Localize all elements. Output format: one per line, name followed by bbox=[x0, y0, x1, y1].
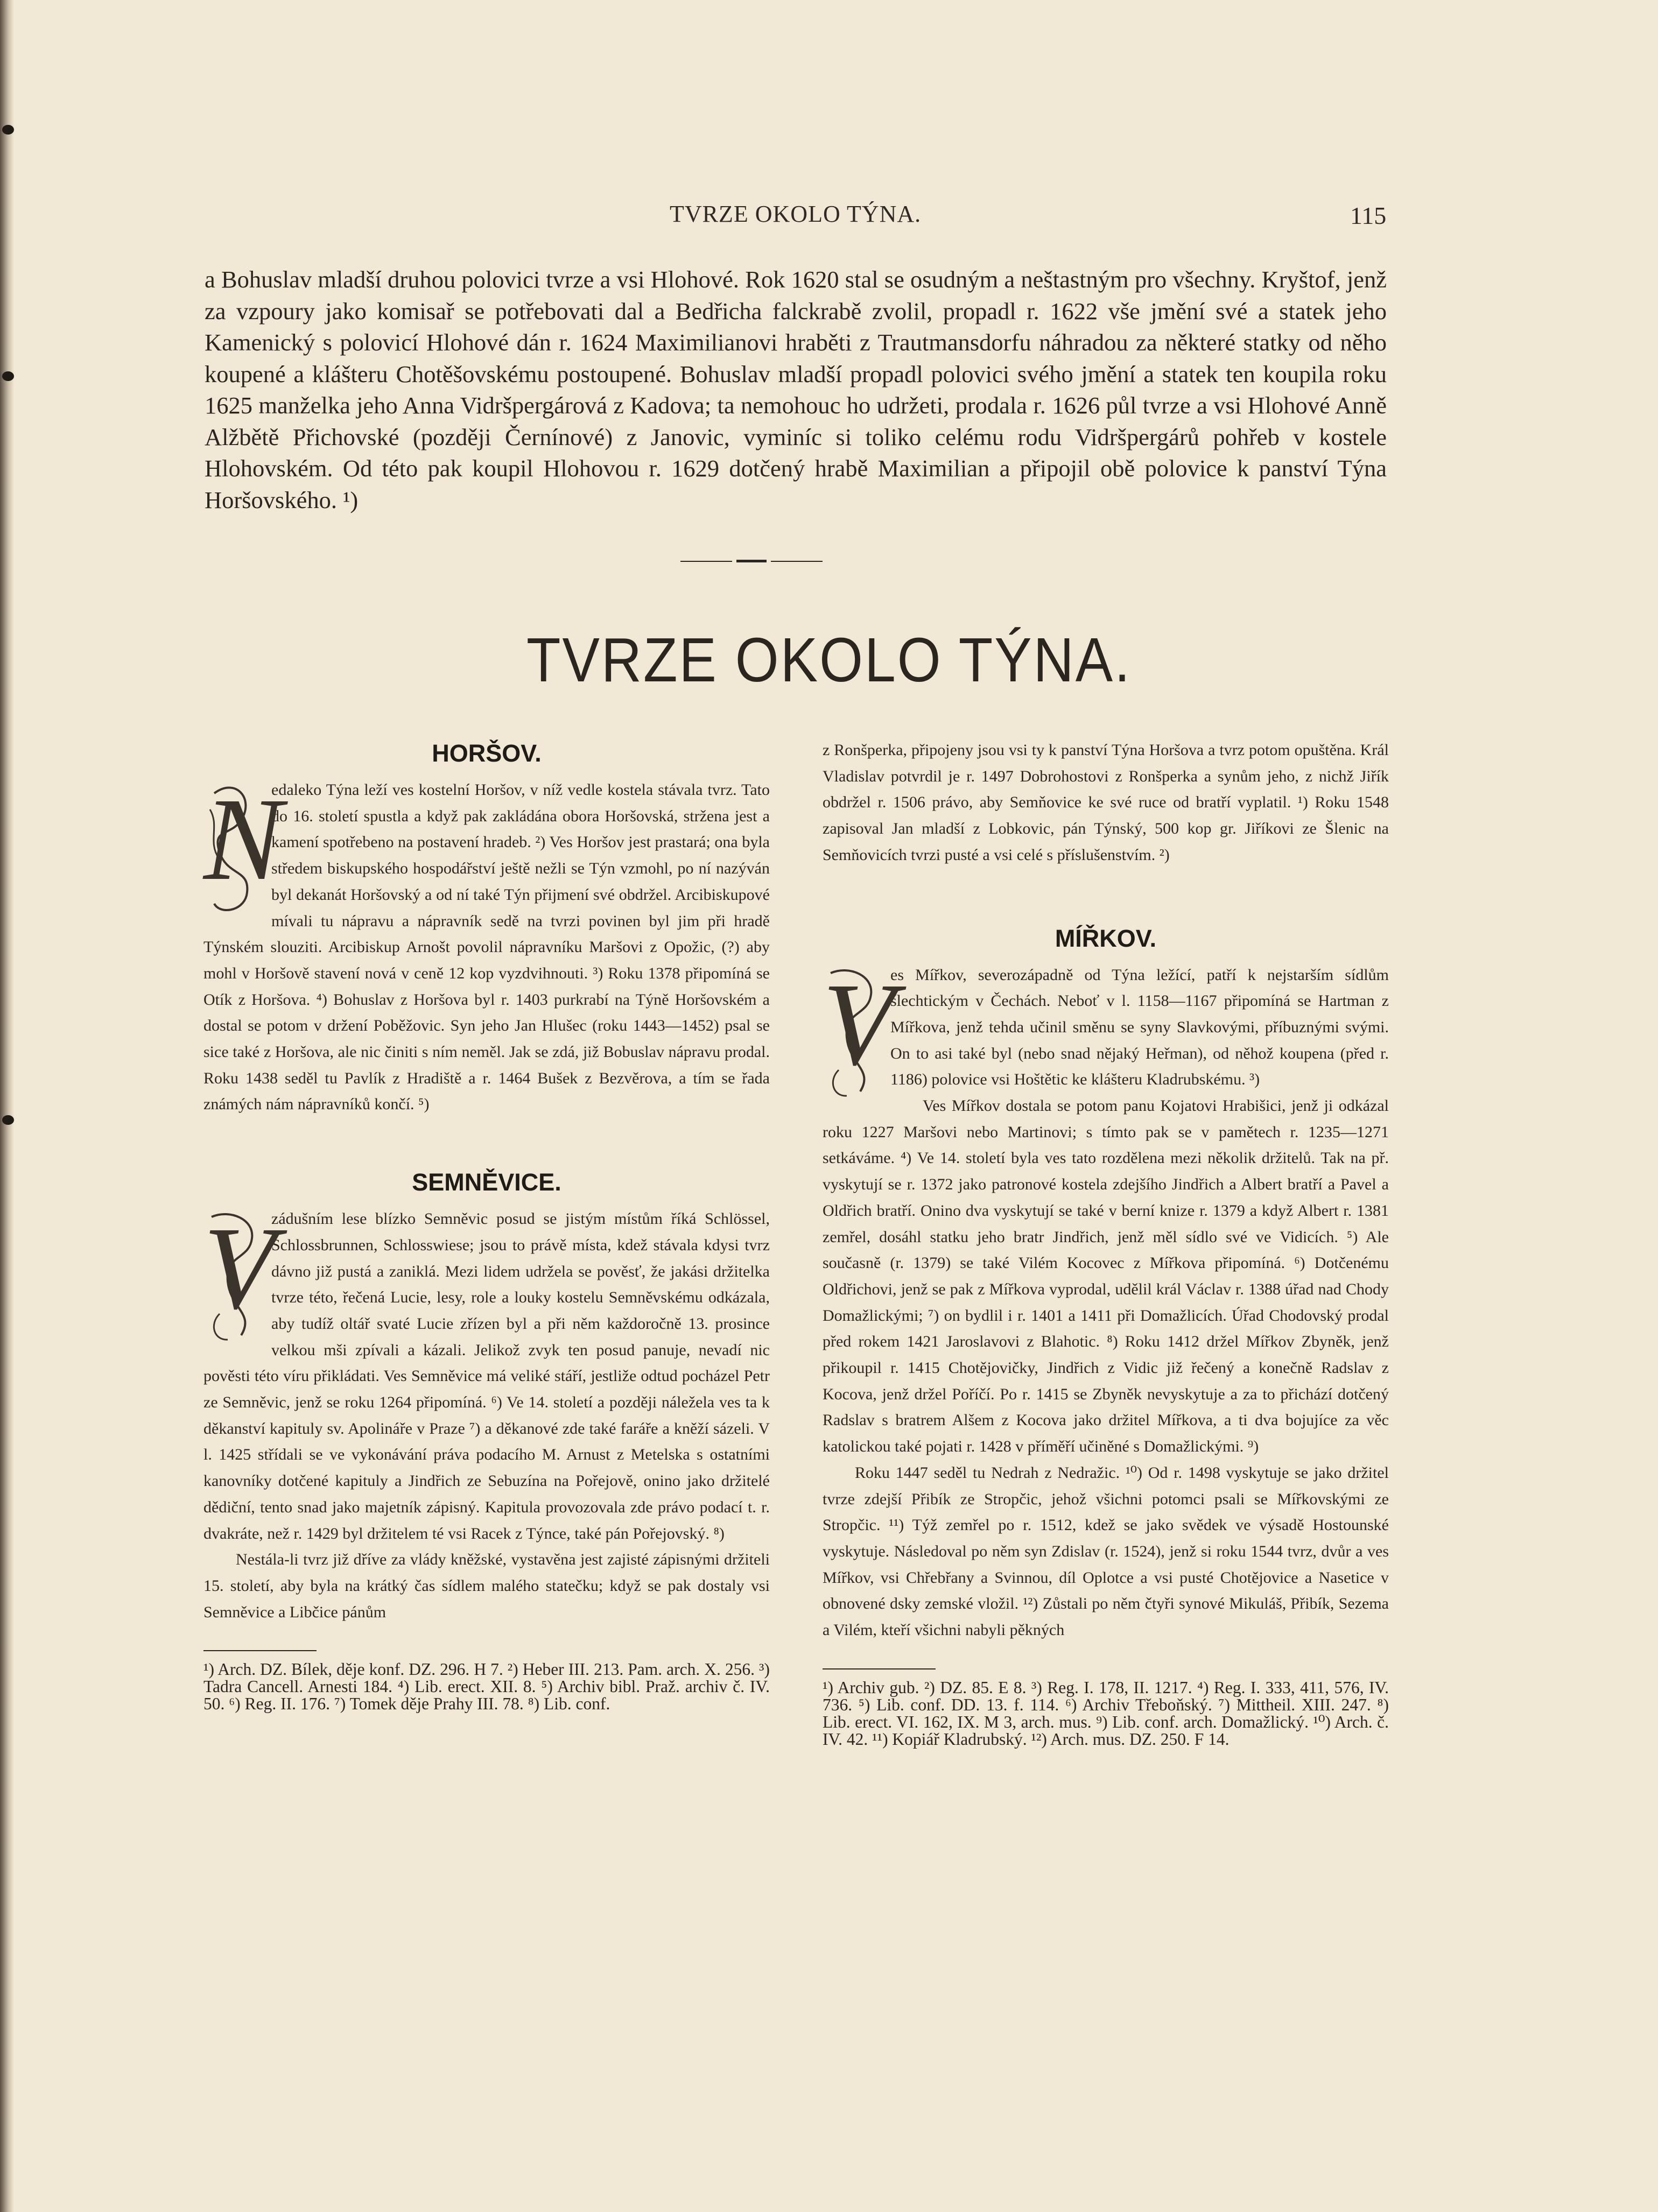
running-head: TVRZE OKOLO TÝNA. bbox=[670, 201, 922, 227]
section-text-horsov: edaleko Týna leží ves kostelní Horšov, v níž vedle kostela stávala tvrz. Tato do 16. století spustla a když pak zakládána obora Horšovská, stržena jest a kamení spotřebeno na postavení hradeb. ²) Ves Horšov jest prastará; ona byla středem biskupského hospodářství ještě nežli se Týn vzmohl, po ní nazýván byl dekanát Horšovský a od ní také Týn přijmení své obdržel. Arcibiskupové mívali tu nápravu a nápravník sedě na tvrzi povinen byl jim při hradě Týnském slouziti. Arcibiskup Arnošt povolil nápravníku Maršovi z Opožic, (?) aby mohl v Horšově stavení nová v ceně 12 kop vyzdvihnouti. ³) Roku 1378 připomíná se Otík z Horšova. ⁴) Bohuslav z Horšova byl r. 1403 purkrabí na Týně Horšovském a dostal se potom v držení Poběžovic. Syn jeho Jan Hlušec (roku 1443—1452) psal se sice také z Horšova, ale nic činiti s ním neměl. Jak se zdá, již Bobuslav nápravu prodal. Roku 1438 seděl tu Pavlík z Hradiště a r. 1464 Bušek z Bezvěrova, a tím se řada známých nám nápravníků končí. ⁵) bbox=[203, 781, 770, 1114]
ornamental-initial-n bbox=[203, 773, 283, 918]
page-binding-edge bbox=[0, 0, 14, 2212]
section-title-horsov: HORŠOV. bbox=[432, 739, 542, 767]
margin-mark bbox=[2, 371, 14, 381]
footnotes-left: ¹) Arch. DZ. Bílek, děje konf. DZ. 296. H 7. ²) Heber III. 213. Pam. arch. X. 256. ³) Tadra Cancell. Arnesti 184. ⁴) Lib. erect. XII. 8. ⁵) Archiv bibl. Praž. archiv č. IV. 50. ⁶) Reg. II. 176. ⁷) Tomek děje Prahy III. 78. ⁸) Lib. conf. bbox=[203, 1660, 770, 1714]
footnote-rule bbox=[823, 1668, 936, 1669]
margin-mark bbox=[2, 1115, 14, 1125]
semnevice-continuation: z Ronšperka, připojeny jsou vsi ty k panství Týna Horšova a tvrz potom opuštěna. Král Vladislav potvrdil je r. 1497 Dobrohostovi z Ronšperka a synům jeho, z nichž Jiřík obdržel r. 1506 právo, aby Semňovice ke své ruce od bratří vyplatil. ¹) Roku 1548 zapisoval Jan mladší z Lobkovic, pán Týnský, 500 kop gr. Jiříkovi ze Šlenic na Semňovicích tvrzi pusté a vsi celé s příslušenstvím. ²) bbox=[823, 741, 1389, 864]
initial-letter: V bbox=[823, 958, 895, 1090]
section-text-mirkov-3: Roku 1447 seděl tu Nedrah z Nedražic. ¹⁰) Od r. 1498 vyskytuje se jako držitel tvrze zdejší Přibík ze Stropčic, jehož všichni potomci psali se Mířkovskými ze Stropčic. ¹¹) Týž zemřel po r. 1512, kdež se jako svědek ve výsadě Hostounské vyskytuje. Následoval po něm syn Zdislav (r. 1524), jenž si roku 1544 tvrz, dvůr a ves Mířkov, vsi Chřebřany a Svinnou, díl Oplotce a vsi pusté Chotějovice a Nasetice v obnovené dsky zemské vložil. ¹²) Zůstali po něm čtyři synové Mikuláš, Přibík, Sezema a Vilém, kteří všichni nabyli pěkných bbox=[823, 1463, 1389, 1639]
section-text-semnevice-continued: Nestála-li tvrz již dříve za vlády kněžské, vystavěna jest zajisté zápisnými držiteli 15. století, aby byla na krátký čas sídlem malého statečku; když se pak dostaly vsi Semněvice a Libčice pánům bbox=[203, 1551, 770, 1621]
ornamental-initial-v bbox=[823, 958, 895, 1103]
section-title-semnevice: SEMNĚVICE. bbox=[412, 1168, 561, 1196]
section-divider-ornament bbox=[680, 560, 823, 563]
initial-letter: V bbox=[203, 1202, 276, 1334]
section-text-mirkov-2: Ves Mířkov dostala se potom panu Kojatovi Hrabišici, jenž ji odkázal roku 1227 Maršovi nebo Martinovi; s tímto pak se v pamětech r. 1235—1271 setkáváme. ⁴) Ve 14. století byla ves tato rozdělena mezi několik držitelů. Tak na př. vyskytují se r. 1372 jako patronové kostela zdejšího Jindřich a Albert bratří a Pavel a Oldřich bratří. Onino dva vyskytují se také v berní knize r. 1379 a když Albert r. 1381 zemřel, dosáhl statku jeho bratr Jindřich, jenž měl sídlo své ve Vidicích. ⁵) Ale současně (r. 1379) se také Vilém Kocovec z Mířkova připomíná. ⁶) Dotčenému Oldřichovi, jenž se pak z Mířkova vyprodal, udělil král Václav r. 1388 úřad nad Chody Domažlickými; ⁷) on bydlil i r. 1401 a 1411 při Domažlicích. Úřad Chodovský prodal před rokem 1421 Jaroslavovi z Blahotic. ⁸) Roku 1412 držel Mířkov Zbyněk, jenž přikoupil r. 1415 Chotějovičky, Jindřich z Vidic již řečený a konečně Radslav z Kocova, jenž držel Poříčí. Po r. 1415 se Zbyněk nevyskytuje a za to přichází dotčený Radslav s bratrem Alšem z Kocova jako držitel Mířkova, a ti dva bojujíce za věc katolickou také pojati r. 1428 v příměří učiněné s Domažlickými. ⁹) bbox=[823, 1097, 1389, 1456]
left-column bbox=[203, 737, 770, 1713]
chapter-title: TVRZE OKOLO TÝNA. bbox=[526, 625, 1132, 695]
page-number: 115 bbox=[1350, 202, 1387, 229]
section-title-mirkov: MÍŘKOV. bbox=[1055, 924, 1157, 952]
intro-paragraph: a Bohuslav mladší druhou polovici tvrze a vsi Hlohové. Rok 1620 stal se osudným a neštastným pro všechny. Kryštof, jenž za vzpoury jako komisař se potřebovati dal a Bedřicha falckrabě zvolil, propadl r. 1622 vše jmění své a statek jeho Kamenický s polovicí Hlohové dán r. 1624 Maximilianovi hraběti z Trautmansdorfu náhradou za některé statky od něho koupené a klášteru Chotěšovskému postoupené. Bohuslav mladší propadl polovici svého jmění a statek ten koupila roku 1625 manželka jeho Anna Vidršpergárová z Kadova; ta nemohouc ho udržeti, prodala r. 1626 půl tvrze a vsi Hlohové Anně Alžbětě Přichovské (později Černínové) z Janovic, vyminíc si toliko celému rodu Vidršpergárů pohřeb v kostele Hlohovském. Od této pak koupil Hlohovou r. 1629 dotčený hrabě Maximilian a připojil obě polovice k panství Týna Horšovského. ¹) bbox=[205, 266, 1387, 513]
margin-mark bbox=[2, 125, 14, 135]
section-text-mirkov: es Mířkov, severozápadně od Týna ležící, patří k nejstarším sídlům šlechtickým v Čechách. Neboť v l. 1158—1167 připomíná se Hartman z Mířkova, jenž tehda učinil směnu se syny Slavkovými, příbuznými svými. On to asi také byl (nebo snad nějaký Heřman), od něhož koupena (před r. 1186) polovice vsi Hoštětic ke klášteru Kladrubskému. ³) bbox=[890, 966, 1389, 1089]
footnotes-right: ¹) Archiv gub. ²) DZ. 85. E 8. ³) Reg. I. 178, II. 1217. ⁴) Reg. I. 333, 411, 576, IV. 736. ⁵) Lib. conf. DD. 13. f. 114. ⁶) Archiv Třeboňský. ⁷) Mittheil. XIII. 247. ⁸) Lib. erect. VI. 162, IX. M 3, arch. mus. ⁹) Lib. conf. arch. Domažlický. ¹⁰) Arch. č. IV. 42. ¹¹) Kopiář Kladrubský. ¹²) Arch. mus. DZ. 250. F 14. bbox=[823, 1678, 1389, 1749]
right-column bbox=[823, 737, 1389, 1748]
section-text-semnevice: zádušním lese blízko Semněvic posud se jistým místům říká Schlössel, Schlossbrunnen, Schlosswiese; jsou to právě místa, kdež stávala kdysi tvrz dávno již pustá a zaniklá. Mezi lidem udržela se pověsť, že jakási držitelka tvrze této, řečená Lucie, lesy, role a louky kostelu Semněvskému odkázala, aby tudíž oltář svaté Lucie zřízen byl a při něm každoročně 13. prosince velkou mši zpívali a kázali. Jelikož zvyk ten posud panuje, nevadí nic pověsti této víru přikládati. Ves Semněvice má veliké stáří, jestliže odtud pocházel Petr ze Semněvic, jenž se roku 1264 připomíná. ⁶) Ve 14. století a později náležela ves ta k děkanství kapituly sv. Apolináře v Praze ⁷) a děkanové zde také faráře a kněží sázeli. V l. 1425 střídali se ve vykonávání práva podacího M. Arnust z Metelska s ostatními kanovníky dotčené kapituly a Jindřich ze Sebuzína na Pořejově, onino jako držitelé dědiční, tento snad jako majetník zápisný. Kapitula provozovala zde právo podací t. r. dvakráte, než r. 1429 byl držitelem té vsi Racek z Týnce, také pán Pořejovský. ⁸) bbox=[203, 1210, 770, 1542]
footnote-rule bbox=[203, 1650, 317, 1651]
initial-letter: N bbox=[203, 773, 283, 905]
ornamental-initial-v bbox=[203, 1202, 276, 1347]
